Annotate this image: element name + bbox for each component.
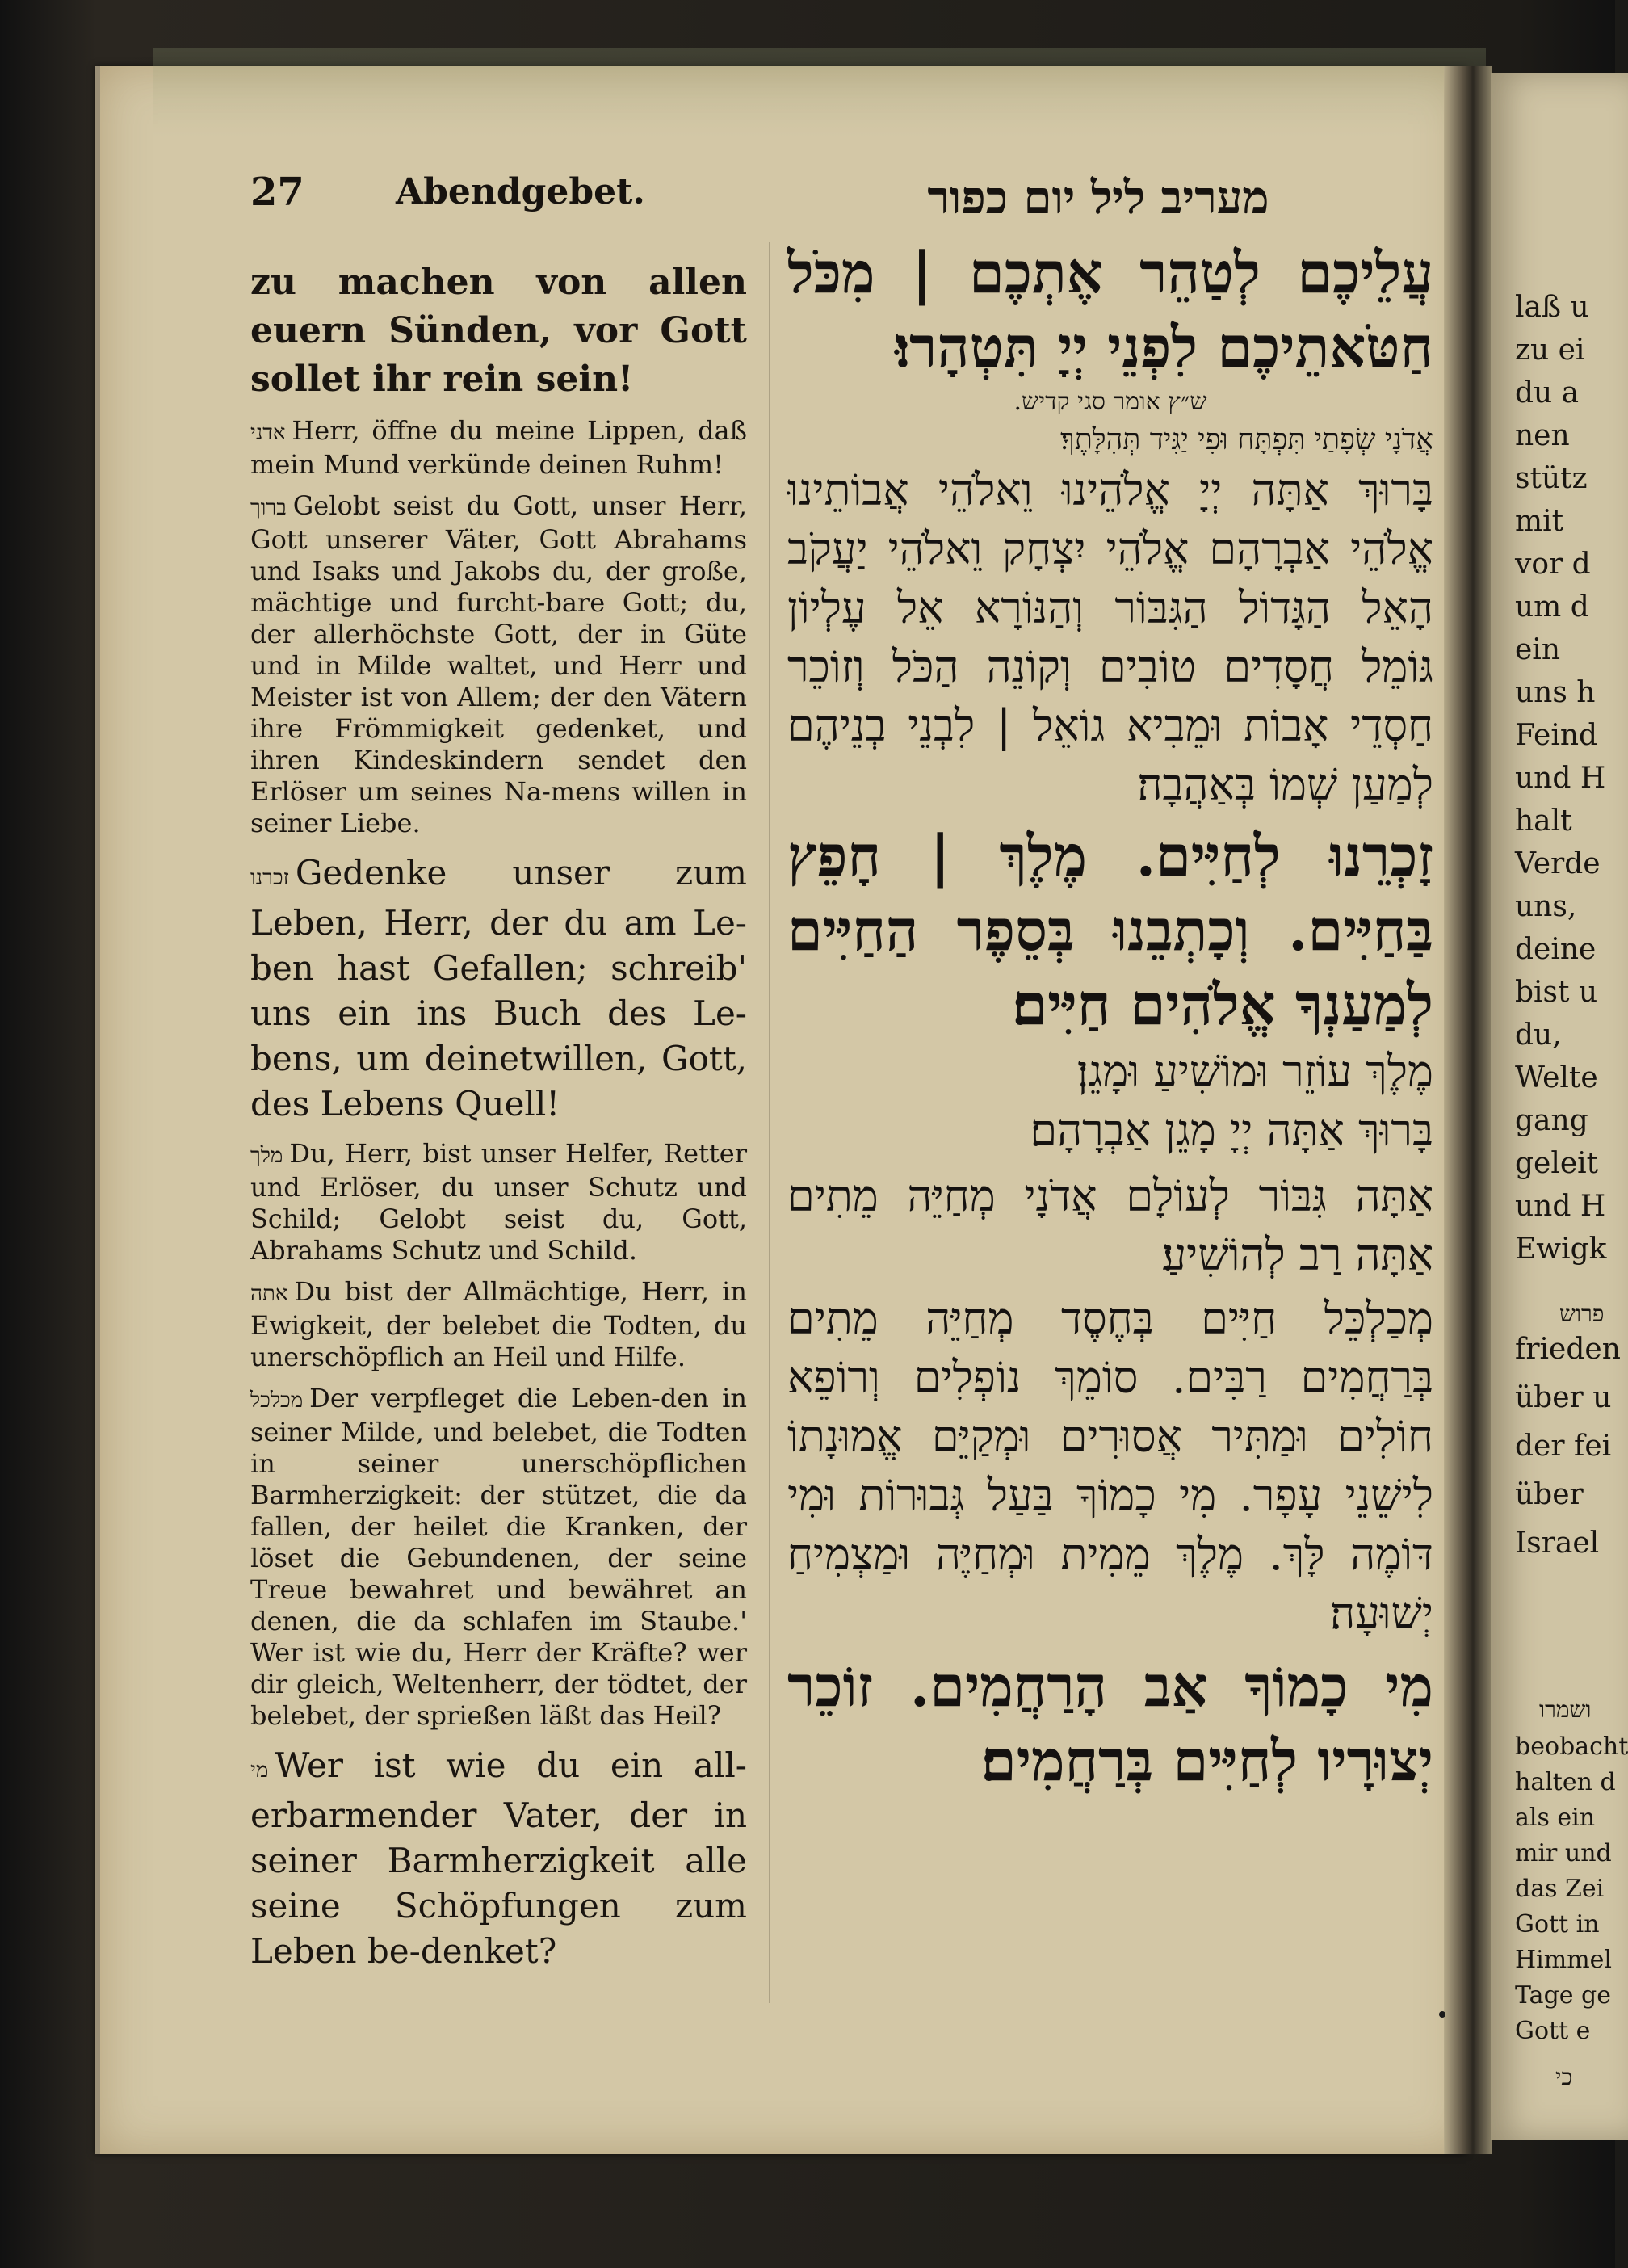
book-gutter xyxy=(1444,66,1492,2154)
german-paragraph-text: Du bist der Allmächtige, Herr, in Ewigkeit, der belebet die Todten, du unerschöpflich an Heil und Hilfe. xyxy=(250,1276,747,1372)
next-page-line: über xyxy=(1515,1478,1584,1511)
german-paragraph-text: Wer ist wie du ein all-erbarmender Vater, der in seiner Barmherzigkeit alle seine Schöpfungen zum Leben be-denket? xyxy=(250,1745,747,1971)
next-page-line: geleit xyxy=(1515,1147,1599,1180)
hebrew-paragraph-3: אֲדֹנָי שְׂפָתַי תִּפְתָּח וּפִי יַגִּיד תְּהִלָּתֶךָ׃ xyxy=(1060,423,1433,456)
hebrew-paragraph-8: אַתָּה גִּבּוֹר לְעוֹלָם אֲדֹנָי מְחַיֵּה מֵתִים אַתָּה רַב לְהוֹשִׁיעַ׃ xyxy=(787,1170,1433,1280)
hebrew-rubric: ש״ץ אומר סגי קדיש. xyxy=(1013,388,1207,416)
page-number: 27 xyxy=(250,170,304,215)
hebrew-column xyxy=(787,236,1433,1798)
next-page-line: uns h xyxy=(1515,676,1596,709)
next-page-edge xyxy=(1491,73,1628,2140)
page-stain xyxy=(153,48,1486,137)
german-paragraph-text: Herr, öffne du meine Lippen, daß mein Mund verkünde deinen Ruhm! xyxy=(250,415,747,480)
next-page-line: und H xyxy=(1515,1190,1606,1223)
next-page-line: mit xyxy=(1515,505,1564,538)
next-page-line: das Zei xyxy=(1515,1875,1605,1903)
next-page-line: Verde xyxy=(1515,847,1601,880)
german-hebrew-catchword: מי xyxy=(250,1758,269,1783)
next-page-line: deine xyxy=(1515,933,1597,966)
next-page-line: laß u xyxy=(1515,291,1589,324)
next-page-line: uns, xyxy=(1515,890,1577,923)
next-page-line: und H xyxy=(1515,762,1606,795)
next-page-line: Feind xyxy=(1515,719,1598,752)
next-page-line: Tage ge xyxy=(1515,1981,1612,2010)
german-paragraph-4 xyxy=(250,850,747,1127)
next-page-line: beobacht xyxy=(1515,1732,1628,1761)
german-column xyxy=(250,258,747,1974)
german-hebrew-catchword: אתה xyxy=(250,1282,288,1306)
german-paragraph-7 xyxy=(250,1383,747,1732)
german-paragraph-8 xyxy=(250,1743,747,1974)
next-page-line: ein xyxy=(1515,633,1561,666)
hebrew-paragraph-4: בָּרוּךְ אַתָּה יְיָ אֱלֹהֵינוּ וֵאלֹהֵי אֲבוֹתֵינוּ אֱלֹהֵי אַבְרָהָם אֱלֹהֵי יִצְחָק וֵאלֹהֵי יַעֲקֹב הָאֵל הַגָּדוֹל הַגִּבּוֹר וְהַנּוֹרָא אֵל עֶלְיוֹן גּוֹמֵל חֲסָדִים טוֹבִים וְקוֹנֵה הַכֹּל וְזוֹכֵר חַסְדֵי אָבוֹת וּמֵבִיא גוֹאֵל | לִבְנֵי בְנֵיהֶם לְמַעַן שְׁמוֹ בְּאַהֲבָה׃ xyxy=(787,464,1433,810)
next-page-line: Ewigk xyxy=(1515,1233,1607,1266)
next-page-line: Gott in xyxy=(1515,1910,1600,1938)
german-paragraph-1: zu machen von allen euern Sünden, vor Gott sollet ihr rein sein! xyxy=(250,262,747,400)
next-page-line: Welte xyxy=(1515,1061,1598,1094)
hebrew-paragraph-10: מִי כָמוֹךָ אַב הָרַחֲמִים. זוֹכֵר יְצוּרָיו לְחַיִּים בְּרַחֲמִים׃ xyxy=(787,1653,1433,1794)
german-hebrew-catchword: מלך xyxy=(250,1144,283,1168)
german-paragraph-text: Der verpfleget die Leben-den in seiner Milde, und belebet, die Todten in seiner unerschöpflichen Barmherzigkeit: der stützet, die da fallen, der heilet die Kranken, der löset die Gebundenen, der seine Treue bewahret und bewähret an denen, die da schlafen im Staube.' Wer ist wie du, Herr der Kräfte? wer dir gleich, Weltenherr, der tödtet, der belebet, der sprießen läßt das Heil? xyxy=(250,1383,747,1731)
next-page-line: über u xyxy=(1515,1381,1612,1414)
german-paragraph-3 xyxy=(250,490,747,839)
ink-speck xyxy=(1439,2011,1445,2018)
next-page-hebrew-catchword-3: כי xyxy=(1555,2064,1573,2090)
next-page-line: Himmel xyxy=(1515,1946,1612,1974)
next-page-line: halten d xyxy=(1515,1768,1616,1796)
hebrew-paragraph-1: עֲלֵיכֶם לְטַהֵר אֶתְכֶם | מִכֹּל חַטֹּאתֵיכֶם לִפְנֵי יְיָ תִּטְהָרוּ׃ xyxy=(787,239,1433,380)
german-hebrew-catchword: מכלכל xyxy=(250,1388,304,1413)
column-divider xyxy=(769,242,770,2003)
hebrew-paragraph-5: זָכְרֵנוּ לְחַיִּים. מֶלֶךְ | חָפֵץ בַּחַיִּים. וְכָתְבֵנוּ בְּסֵפֶר הַחַיִּים לְמַעַנְךָ אֱלֹהִים חַיִּים׃ xyxy=(787,822,1433,1038)
next-page-line: stütz xyxy=(1515,462,1588,495)
next-page-line: halt xyxy=(1515,804,1572,838)
german-hebrew-catchword: זכרנו xyxy=(250,866,289,890)
next-page-line: gang xyxy=(1515,1104,1588,1137)
next-page-line: mir und xyxy=(1515,1839,1612,1867)
next-page-line: frieden xyxy=(1515,1333,1621,1366)
next-page-line: du, xyxy=(1515,1018,1562,1052)
hebrew-running-title: מעריב ליל יום כפור xyxy=(927,171,1269,225)
german-paragraph-2 xyxy=(250,415,747,481)
next-page-line: Gott e xyxy=(1515,2017,1591,2045)
next-page-line: vor d xyxy=(1515,548,1591,581)
german-paragraph-6 xyxy=(250,1276,747,1373)
next-page-line: der fei xyxy=(1515,1430,1612,1463)
next-page-line: als ein xyxy=(1515,1804,1596,1832)
next-page-line: um d xyxy=(1515,590,1589,624)
german-paragraph-text: Du, Herr, bist unser Helfer, Retter und Erlöser, du unser Schutz und Schild; Gelobt seist du, Gott, Abrahams Schutz und Schild. xyxy=(250,1138,747,1266)
hebrew-paragraph-9: מְכַלְכֵּל חַיִּים בְּחֶסֶד מְחַיֵּה מֵתִים בְּרַחֲמִים רַבִּים. סוֹמֵךְ נוֹפְלִים וְרוֹפֵא חוֹלִים וּמַתִּיר אֲסוּרִים וּמְקַיֵּם אֱמוּנָתוֹ לִישֵׁנֵי עָפָר. מִי כָמוֹךָ בַּעַל גְּבוּרוֹת וּמִי דּוֹמֶה לָּךְ. מֶלֶךְ מֵמִית וּמְחַיֶּה וּמַצְמִיחַ יְשׁוּעָה׃ xyxy=(787,1293,1433,1639)
german-running-title: Abendgebet. xyxy=(396,171,645,212)
german-hebrew-catchword: אדני xyxy=(250,421,286,445)
german-hebrew-catchword: ברוך xyxy=(250,496,287,520)
next-page-hebrew-catchword-1: פרוש xyxy=(1559,1300,1605,1327)
german-paragraph-text: Gedenke unser zum Leben, Herr, der du am Le-ben hast Gefallen; schreib' uns ein ins Buch des Le-bens, um deinetwillen, Gott, des Lebens Quell! xyxy=(250,853,747,1124)
next-page-line: Israel xyxy=(1515,1527,1600,1560)
next-page-line: nen xyxy=(1515,419,1570,452)
next-page-line: bist u xyxy=(1515,976,1598,1009)
hebrew-paragraph-7: בָּרוּךְ אַתָּה יְיָ מָגֵן אַבְרָהָם׃ xyxy=(1030,1105,1433,1156)
next-page-hebrew-catchword-2: ושמרו xyxy=(1539,1696,1592,1723)
german-paragraph-text: Gelobt seist du Gott, unser Herr, Gott unserer Väter, Gott Abrahams und Isaks und Jakobs du, der große, mächtige und furcht-bare Gott; du, der allerhöchste Gott, der in Güte und in Milde waltet, und Herr und Meister ist von Allem; der den Vätern ihre Frömmigkeit gedenket, und ihren Kindeskindern sendet den Erlöser um seines Na-mens willen in seiner Liebe. xyxy=(250,490,747,838)
next-page-line: du a xyxy=(1515,376,1580,410)
next-page-line: zu ei xyxy=(1515,334,1585,367)
hebrew-paragraph-6: מֶלֶךְ עוֹזֵר וּמוֹשִׁיעַ וּמָגֵן׃ xyxy=(1076,1046,1433,1097)
german-paragraph-5 xyxy=(250,1138,747,1266)
